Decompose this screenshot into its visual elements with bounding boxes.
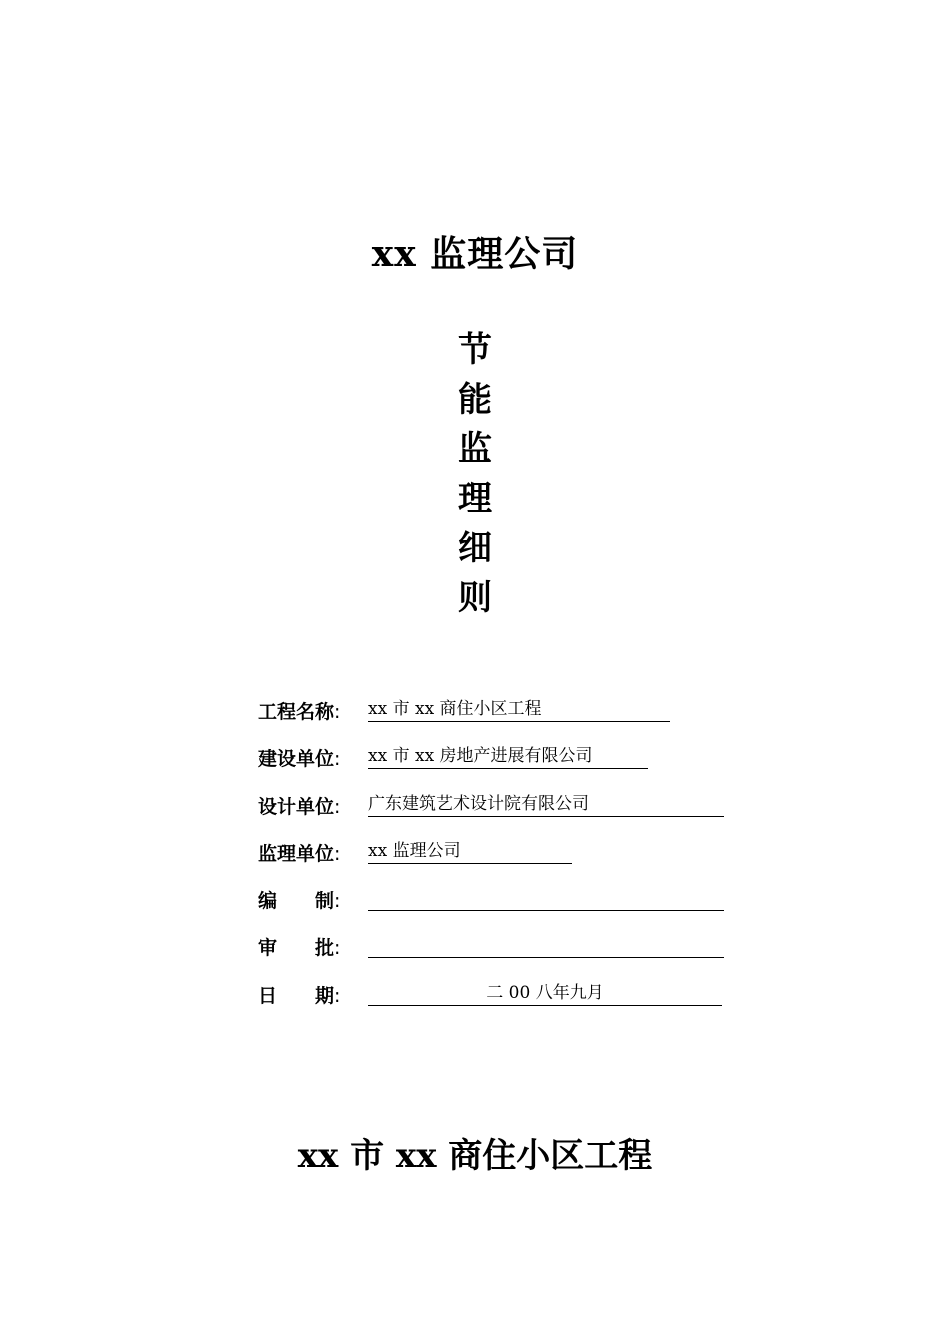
info-row-compiled-by [258, 881, 728, 928]
client-value: xx 市 xx 房地产进展有限公司 [368, 744, 648, 769]
info-label: 审 批: [258, 937, 341, 960]
document-title-char: 监 [458, 429, 492, 469]
info-row-project-name [258, 692, 728, 739]
info-label: 监理单位: [258, 842, 341, 865]
project-info [258, 692, 728, 1023]
info-row-supervisor [258, 834, 728, 881]
date-value: 二 00 八年九月 [368, 981, 722, 1006]
supervisor-value: xx 监理公司 [368, 839, 572, 864]
document-title-char: 能 [458, 379, 492, 420]
approved-by-value [368, 933, 724, 958]
info-label: 编 制: [258, 890, 341, 913]
info-row-date [258, 976, 728, 1023]
info-label: 设计单位: [258, 795, 341, 818]
info-label: 建设单位: [258, 748, 341, 771]
document-title-char: 则 [458, 577, 492, 618]
document-title [450, 326, 500, 623]
designer-value: 广东建筑艺术设计院有限公司 [368, 792, 724, 817]
info-label: 日 期: [258, 984, 341, 1007]
info-row-client [258, 739, 728, 786]
project-title: xx 市 xx 商住小区工程 [297, 1136, 653, 1176]
project-name-value: xx 市 xx 商住小区工程 [368, 697, 670, 722]
document-title-char: 细 [458, 528, 492, 568]
document-title-char: 理 [458, 478, 492, 519]
info-row-designer [258, 787, 728, 834]
document-title-char: 节 [458, 330, 492, 370]
compiled-by-value [368, 886, 724, 911]
info-row-approved-by [258, 928, 728, 975]
info-label: 工程名称: [258, 701, 341, 723]
company-title: xx 监理公司 [371, 233, 579, 275]
